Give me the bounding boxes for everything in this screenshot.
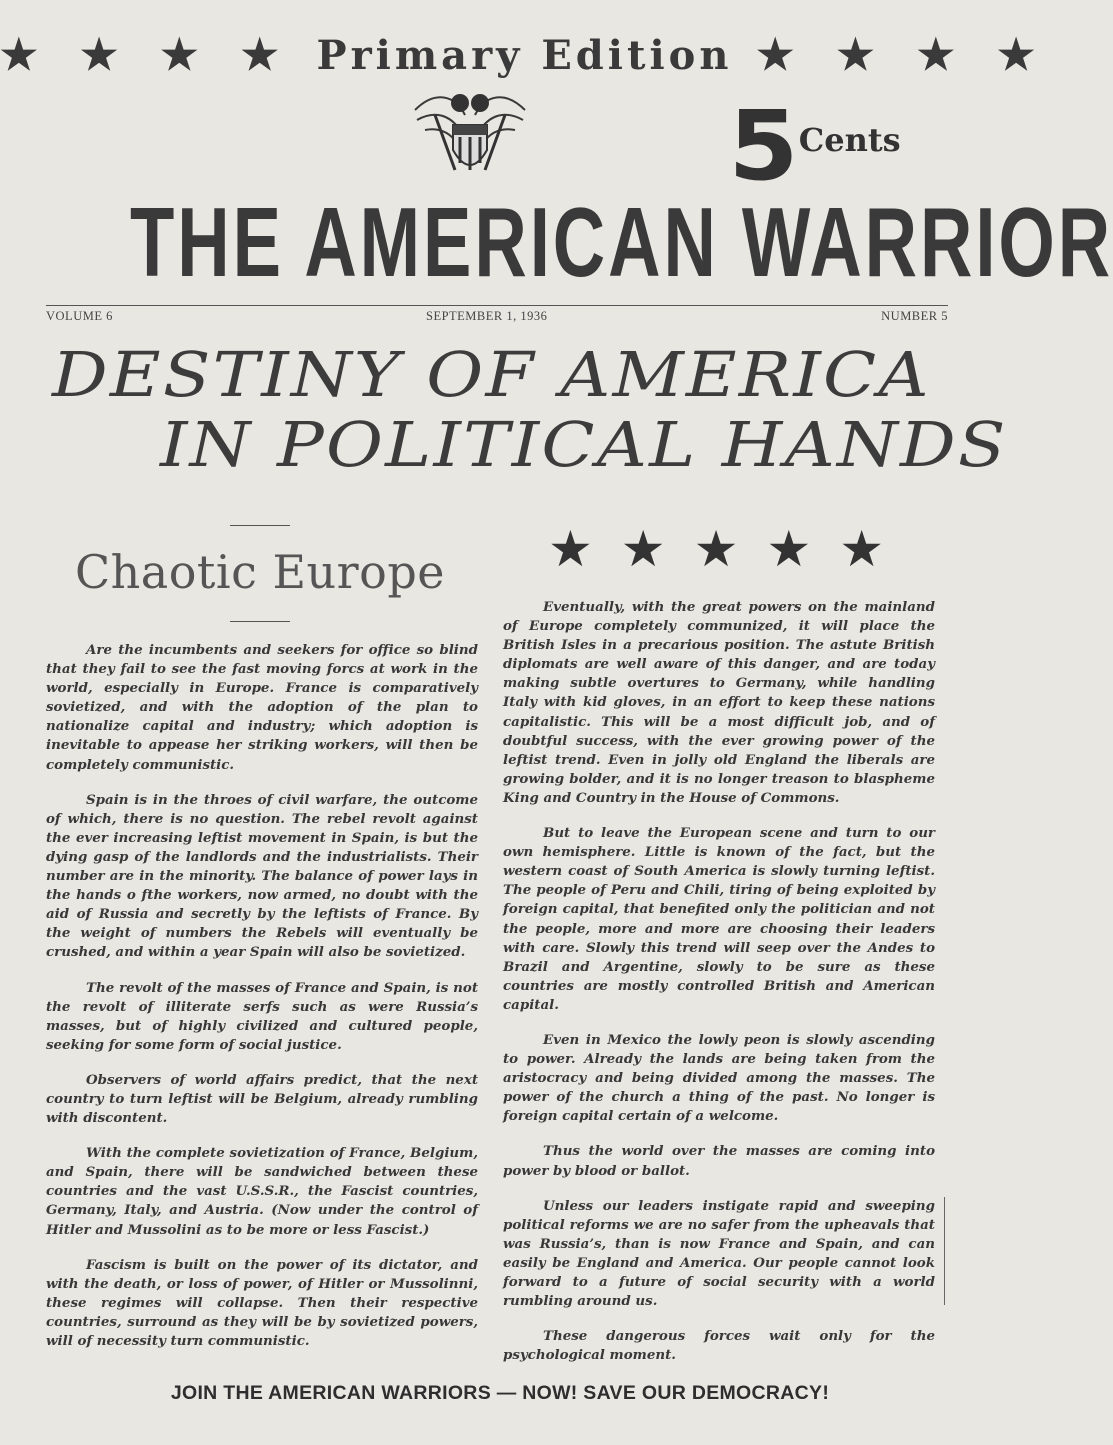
date-label: SEPTEMBER 1, 1936 <box>426 309 548 323</box>
price-unit: Cents <box>798 121 901 159</box>
decorative-stars: ★★★★★ <box>547 521 913 577</box>
issue-info-line <box>46 305 948 323</box>
section-rule-bottom <box>230 621 290 622</box>
footer-slogan: JOIN THE AMERICAN WARRIORS — NOW! SAVE OUR DEMOCRACY! <box>170 1382 830 1404</box>
headline-line-2: IN POLITICAL HANDS <box>160 408 1008 481</box>
left-paragraph: Observers of world affairs predict, that the next country to turn leftist will be Belgium, already rumbling with discontent. <box>46 1071 478 1127</box>
right-paragraph: Even in Mexico the lowly peon is slowly ascending to power. Already the lands are being taken from the aristocracy and being divided among the masses. The power of the church a thing of the past. No longer is foreign capital certain of a welcome. <box>503 1031 935 1125</box>
price-number: 5 <box>728 90 797 202</box>
volume-label: VOLUME 6 <box>46 309 113 323</box>
edition-stars-left: ★ ★ ★ ★ <box>0 30 293 79</box>
left-paragraph: The revolt of the masses of France and Spain, is not the revolt of illiterate serfs such as were Russia’s masses, but of highly civilized and cultured people, seeking for some form of social justice. <box>46 979 478 1053</box>
headline-line-1: DESTINY OF AMERICA <box>52 338 931 411</box>
edition-stars-right: ★ ★ ★ ★ <box>756 30 1049 79</box>
eagle-shield-emblem-icon <box>405 85 535 185</box>
number-label: NUMBER 5 <box>881 309 948 323</box>
left-paragraph: With the complete sovietization of France, Belgium, and Spain, there will be sandwiched between these countries and the vast U.S.S.R., the Fascist countries, Germany, Italy, and Austria. (Now under the control of Hitler and Mussolini as to be more or less Fascist.) <box>46 1145 478 1238</box>
left-paragraph: Are the incumbents and seekers for office so blind that they fail to see the fast moving forcs at work in the world, especially in Europe. France is comparatively sovietized, and with the adoption of the plan to nationalize capital and industry; which adoption is inevitable to appease her striking workers, will then be completely communistic. <box>46 642 478 773</box>
margin-mark <box>944 1197 945 1305</box>
section-rule-top <box>230 525 290 526</box>
right-paragraph: Thus the world over the masses are coming into power by blood or ballot. <box>503 1143 935 1179</box>
masthead-title: THE AMERICAN WARRIOR <box>130 187 1113 297</box>
right-paragraph: But to leave the European scene and turn to our own hemisphere. Little is known of the fact, but the western coast of South America is slowly turning leftist. The people of Peru and Chili, tiring of being exploited by foreign capital, that benefited only the politician and not the people, more and more are choosing their leaders with care. Slowly this trend will seep over the Andes to Brazil and Argentine, slowly to be sure as these countries are mostly controlled British and American capital. <box>503 825 935 1013</box>
left-column <box>46 641 478 1367</box>
right-paragraph: Unless our leaders instigate rapid and sweeping political reforms we are no safer from the upheavals that was Russia’s, than is now France and Spain, and can easily be England and America. Our people cannot look forward to a future of social security with a world rumbling around us. <box>503 1197 935 1310</box>
left-paragraph: Fascism is built on the power of its dictator, and with the death, or loss of power, of Hitler or Mussolinni, these regimes will collapse. Then their respective countries, surround as they will be by sovietized powers, will of necessity turn communistic. <box>46 1256 478 1349</box>
section-title: Chaotic Europe <box>74 545 446 599</box>
right-paragraph: Eventually, with the great powers on the mainland of Europe completely communized, it will place the British Isles in a precarious position. The astute British diplomats are well aware of this danger, and are today making subtle overtures to Germany, while handling Italy with kid gloves, in an effort to keep these nations capitalistic. This will be a most difficult job, and of doubtful success, with the ever growing power of the leftist trend. Even in jolly old England the liberals are growing bolder, and it is no longer treason to blaspheme King and Country in the House of Commons. <box>503 599 935 806</box>
price-label <box>728 90 901 202</box>
right-column <box>503 598 935 1381</box>
left-paragraph: Spain is in the throes of civil warfare, the outcome of which, there is no question. The rebel revolt against the ever increasing leftist movement in Spain, is but the dying gasp of the landlords and the industrialists. Their number are in the minority. The balance of power lays in the hands o fthe workers, now armed, no doubt with the aid of Russia and secretly by the leftists of France. By the weight of numbers the Rebels will eventually be crushed, and within a year Spain will also be sovietized. <box>46 791 478 961</box>
edition-label: Primary Edition <box>316 32 733 79</box>
edition-banner <box>0 30 1049 79</box>
right-paragraph: These dangerous forces wait only for the psychological moment. <box>503 1328 935 1364</box>
